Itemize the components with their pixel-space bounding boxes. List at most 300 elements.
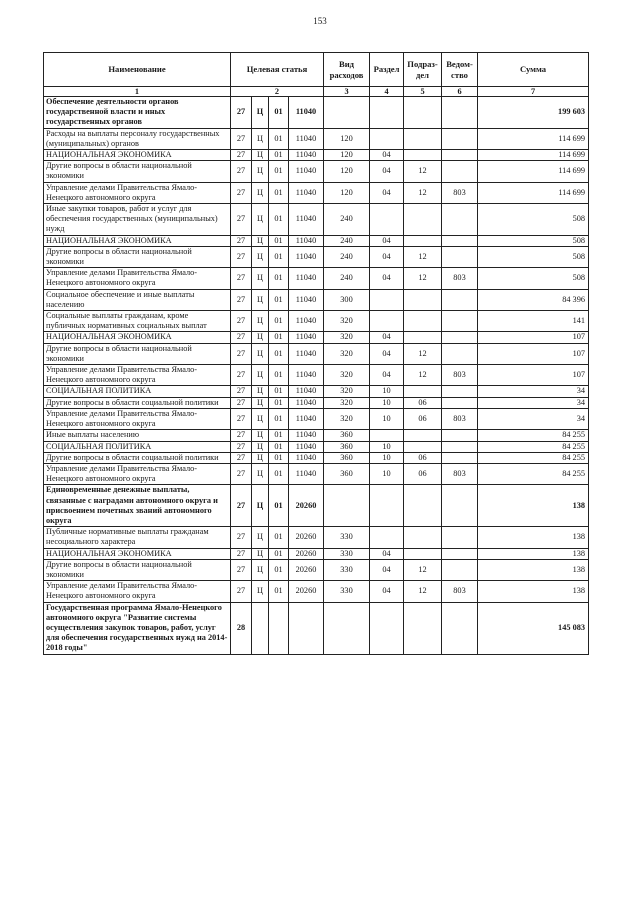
cell-amount: 114 699: [478, 150, 589, 161]
cell-code-3: 01: [269, 289, 289, 310]
cell-name: Управление делами Правительства Ямало-Ненецкого автономного округа: [44, 182, 231, 203]
cell-section: [370, 527, 404, 548]
column-number: 6: [442, 87, 478, 97]
column-number: 4: [370, 87, 404, 97]
cell-amount: 508: [478, 246, 589, 267]
cell-section: 04: [370, 581, 404, 602]
cell-expense-type: 360: [324, 441, 370, 452]
column-number: 1: [44, 87, 231, 97]
cell-section: 10: [370, 408, 404, 429]
cell-amount: 138: [478, 559, 589, 580]
cell-code-2: Ц: [252, 246, 269, 267]
cell-section: 04: [370, 343, 404, 364]
cell-name: Управление делами Правительства Ямало-Ненецкого автономного округа: [44, 581, 231, 602]
cell-amount: 84 255: [478, 452, 589, 463]
cell-code-3: 01: [269, 343, 289, 364]
cell-subsection: 06: [404, 397, 442, 408]
cell-code-4: 11040: [289, 289, 324, 310]
table-row: [44, 441, 589, 452]
cell-code-1: 27: [231, 150, 252, 161]
cell-subsection: 06: [404, 463, 442, 484]
cell-department: [442, 161, 478, 182]
table-row: [44, 150, 589, 161]
cell-expense-type: 330: [324, 581, 370, 602]
cell-department: [442, 430, 478, 441]
cell-amount: 141: [478, 311, 589, 332]
cell-department: [442, 527, 478, 548]
cell-section: [370, 289, 404, 310]
cell-code-1: 27: [231, 128, 252, 149]
cell-code-3: 01: [269, 268, 289, 289]
column-number: 3: [324, 87, 370, 97]
cell-name: НАЦИОНАЛЬНАЯ ЭКОНОМИКА: [44, 150, 231, 161]
cell-expense-type: [324, 97, 370, 129]
cell-department: [442, 235, 478, 246]
cell-expense-type: 240: [324, 204, 370, 236]
header-section: Раздел: [370, 53, 404, 87]
cell-department: [442, 441, 478, 452]
cell-code-2: Ц: [252, 408, 269, 429]
cell-amount: 84 396: [478, 289, 589, 310]
cell-amount: 34: [478, 408, 589, 429]
cell-expense-type: 320: [324, 386, 370, 397]
cell-section: 10: [370, 463, 404, 484]
cell-code-2: Ц: [252, 463, 269, 484]
cell-amount: 34: [478, 397, 589, 408]
cell-code-4: 11040: [289, 235, 324, 246]
cell-code-3: 01: [269, 235, 289, 246]
cell-department: [442, 602, 478, 654]
cell-department: [442, 289, 478, 310]
table-row: [44, 386, 589, 397]
cell-expense-type: [324, 485, 370, 527]
cell-amount: 508: [478, 204, 589, 236]
cell-code-1: 27: [231, 311, 252, 332]
cell-code-3: 01: [269, 548, 289, 559]
cell-section: 04: [370, 268, 404, 289]
cell-name: Расходы на выплаты персоналу государственных (муниципальных) органов: [44, 128, 231, 149]
cell-name: Другие вопросы в области национальной экономики: [44, 246, 231, 267]
cell-expense-type: 320: [324, 408, 370, 429]
cell-code-1: 27: [231, 430, 252, 441]
cell-amount: 138: [478, 548, 589, 559]
cell-code-2: Ц: [252, 343, 269, 364]
cell-expense-type: 360: [324, 463, 370, 484]
cell-code-4: 11040: [289, 128, 324, 149]
cell-section: 04: [370, 161, 404, 182]
cell-code-4: 20260: [289, 559, 324, 580]
cell-amount: 84 255: [478, 441, 589, 452]
cell-code-2: Ц: [252, 386, 269, 397]
cell-code-4: 11040: [289, 441, 324, 452]
cell-code-1: 27: [231, 268, 252, 289]
cell-amount: 199 603: [478, 97, 589, 129]
table-row: [44, 311, 589, 332]
cell-code-1: 27: [231, 246, 252, 267]
cell-name: Социальные выплаты гражданам, кроме публичных нормативных социальных выплат: [44, 311, 231, 332]
cell-subsection: [404, 289, 442, 310]
cell-subsection: 12: [404, 182, 442, 203]
cell-subsection: [404, 485, 442, 527]
table-row: [44, 289, 589, 310]
cell-name: СОЦИАЛЬНАЯ ПОЛИТИКА: [44, 441, 231, 452]
cell-name: Другие вопросы в области национальной экономики: [44, 161, 231, 182]
cell-code-2: Ц: [252, 204, 269, 236]
cell-department: [442, 332, 478, 343]
table-row: [44, 246, 589, 267]
cell-code-4: 11040: [289, 408, 324, 429]
cell-code-1: 27: [231, 204, 252, 236]
cell-code-2: Ц: [252, 485, 269, 527]
table-row: [44, 332, 589, 343]
cell-code-4: 20260: [289, 581, 324, 602]
cell-department: 803: [442, 268, 478, 289]
cell-code-4: 11040: [289, 463, 324, 484]
cell-code-1: 27: [231, 485, 252, 527]
cell-expense-type: 120: [324, 182, 370, 203]
table-row: [44, 97, 589, 129]
cell-section: 04: [370, 246, 404, 267]
cell-department: 803: [442, 408, 478, 429]
cell-subsection: 12: [404, 365, 442, 386]
cell-subsection: [404, 441, 442, 452]
cell-code-4: 11040: [289, 365, 324, 386]
cell-section: 10: [370, 452, 404, 463]
cell-name: Управление делами Правительства Ямало-Ненецкого автономного округа: [44, 365, 231, 386]
cell-amount: 107: [478, 343, 589, 364]
cell-department: 803: [442, 182, 478, 203]
cell-section: 10: [370, 397, 404, 408]
cell-code-3: 01: [269, 386, 289, 397]
cell-expense-type: 240: [324, 246, 370, 267]
cell-name: Управление делами Правительства Ямало-Ненецкого автономного округа: [44, 408, 231, 429]
cell-amount: 508: [478, 235, 589, 246]
cell-name: Единовременные денежные выплаты, связанные с наградами автономного округа и присвоением почетных званий автономного округа: [44, 485, 231, 527]
cell-code-2: Ц: [252, 527, 269, 548]
cell-code-2: Ц: [252, 128, 269, 149]
cell-name: Другие вопросы в области социальной политики: [44, 452, 231, 463]
cell-code-2: Ц: [252, 365, 269, 386]
cell-code-1: 27: [231, 527, 252, 548]
table-row: [44, 602, 589, 654]
table-row: [44, 581, 589, 602]
cell-code-2: Ц: [252, 559, 269, 580]
cell-code-1: 27: [231, 161, 252, 182]
table-row: [44, 235, 589, 246]
cell-code-2: Ц: [252, 548, 269, 559]
cell-code-1: 27: [231, 397, 252, 408]
cell-code-3: 01: [269, 397, 289, 408]
table-row: [44, 430, 589, 441]
cell-code-2: Ц: [252, 268, 269, 289]
cell-name: Публичные нормативные выплаты гражданам несоциального характера: [44, 527, 231, 548]
cell-code-2: Ц: [252, 235, 269, 246]
cell-code-2: Ц: [252, 289, 269, 310]
cell-code-4: 11040: [289, 452, 324, 463]
cell-code-1: 27: [231, 441, 252, 452]
cell-subsection: [404, 430, 442, 441]
cell-code-2: Ц: [252, 97, 269, 129]
cell-code-4: 11040: [289, 246, 324, 267]
cell-code-3: 01: [269, 559, 289, 580]
cell-amount: 84 255: [478, 430, 589, 441]
cell-amount: 145 083: [478, 602, 589, 654]
cell-subsection: [404, 204, 442, 236]
cell-code-1: 27: [231, 235, 252, 246]
table-row: [44, 397, 589, 408]
cell-code-3: 01: [269, 161, 289, 182]
cell-subsection: [404, 332, 442, 343]
cell-code-2: [252, 602, 269, 654]
cell-subsection: 12: [404, 268, 442, 289]
cell-code-1: 27: [231, 452, 252, 463]
cell-name: Иные выплаты населению: [44, 430, 231, 441]
cell-amount: 114 699: [478, 128, 589, 149]
table-row: [44, 485, 589, 527]
cell-department: 803: [442, 463, 478, 484]
cell-code-3: 01: [269, 452, 289, 463]
cell-department: [442, 343, 478, 364]
cell-amount: 508: [478, 268, 589, 289]
cell-section: 04: [370, 235, 404, 246]
cell-section: 04: [370, 182, 404, 203]
cell-department: 803: [442, 365, 478, 386]
cell-department: [442, 485, 478, 527]
cell-code-1: 27: [231, 581, 252, 602]
cell-code-2: Ц: [252, 430, 269, 441]
cell-subsection: [404, 97, 442, 129]
header-target-article: Целевая статья: [231, 53, 324, 87]
cell-department: [442, 397, 478, 408]
cell-expense-type: 300: [324, 289, 370, 310]
cell-section: [370, 602, 404, 654]
cell-expense-type: 120: [324, 128, 370, 149]
cell-department: [442, 97, 478, 129]
cell-subsection: [404, 602, 442, 654]
column-number-row: [44, 87, 589, 97]
cell-code-1: 27: [231, 559, 252, 580]
header-expense-type: Вид расходов: [324, 53, 370, 87]
cell-code-3: [269, 602, 289, 654]
cell-code-1: 27: [231, 365, 252, 386]
cell-name: Управление делами Правительства Ямало-Ненецкого автономного округа: [44, 268, 231, 289]
cell-section: 04: [370, 150, 404, 161]
cell-code-2: Ц: [252, 332, 269, 343]
cell-amount: 107: [478, 332, 589, 343]
cell-subsection: [404, 548, 442, 559]
cell-subsection: 06: [404, 408, 442, 429]
cell-subsection: [404, 311, 442, 332]
cell-code-4: 11040: [289, 150, 324, 161]
table-row: [44, 268, 589, 289]
cell-code-1: 27: [231, 386, 252, 397]
budget-table: [43, 52, 589, 655]
cell-section: [370, 311, 404, 332]
cell-name: Другие вопросы в области национальной экономики: [44, 343, 231, 364]
cell-code-1: 27: [231, 343, 252, 364]
table-row: [44, 452, 589, 463]
cell-code-2: Ц: [252, 452, 269, 463]
cell-subsection: [404, 527, 442, 548]
cell-amount: 114 699: [478, 161, 589, 182]
cell-section: 04: [370, 559, 404, 580]
cell-department: [442, 311, 478, 332]
cell-expense-type: 360: [324, 430, 370, 441]
table-row: [44, 182, 589, 203]
cell-code-2: Ц: [252, 150, 269, 161]
cell-section: 04: [370, 365, 404, 386]
cell-code-2: Ц: [252, 397, 269, 408]
cell-code-4: 11040: [289, 182, 324, 203]
table-row: [44, 204, 589, 236]
cell-code-3: 01: [269, 430, 289, 441]
cell-code-4: 11040: [289, 204, 324, 236]
cell-name: Государственная программа Ямало-Ненецкого автономного округа "Развитие системы осуществления закупок товаров, работ, услуг для обеспечения государственных нужд на 2014-2018 годы": [44, 602, 231, 654]
cell-name: Иные закупки товаров, работ и услуг для обеспечения государственных (муниципальных) нужд: [44, 204, 231, 236]
cell-code-3: 01: [269, 485, 289, 527]
cell-expense-type: 360: [324, 452, 370, 463]
cell-code-4: 11040: [289, 268, 324, 289]
cell-code-4: 20260: [289, 527, 324, 548]
cell-expense-type: 320: [324, 365, 370, 386]
cell-code-3: 01: [269, 581, 289, 602]
cell-code-2: Ц: [252, 581, 269, 602]
cell-section: [370, 128, 404, 149]
header-name: Наименование: [44, 53, 231, 87]
cell-department: [442, 150, 478, 161]
cell-code-4: 20260: [289, 548, 324, 559]
cell-code-2: Ц: [252, 161, 269, 182]
cell-code-1: 27: [231, 97, 252, 129]
cell-code-4: 11040: [289, 386, 324, 397]
cell-subsection: 12: [404, 343, 442, 364]
cell-code-4: 20260: [289, 485, 324, 527]
cell-expense-type: 320: [324, 343, 370, 364]
cell-name: НАЦИОНАЛЬНАЯ ЭКОНОМИКА: [44, 332, 231, 343]
cell-code-2: Ц: [252, 311, 269, 332]
cell-expense-type: 120: [324, 161, 370, 182]
cell-section: [370, 97, 404, 129]
cell-code-4: 11040: [289, 311, 324, 332]
cell-code-1: 27: [231, 332, 252, 343]
cell-department: [442, 246, 478, 267]
cell-code-3: 01: [269, 204, 289, 236]
cell-code-2: Ц: [252, 182, 269, 203]
cell-code-3: 01: [269, 150, 289, 161]
cell-section: 10: [370, 441, 404, 452]
cell-code-1: 27: [231, 289, 252, 310]
cell-code-3: 01: [269, 527, 289, 548]
cell-code-4: 11040: [289, 430, 324, 441]
cell-name: Другие вопросы в области социальной политики: [44, 397, 231, 408]
cell-code-3: 01: [269, 311, 289, 332]
cell-code-3: 01: [269, 463, 289, 484]
cell-department: 803: [442, 581, 478, 602]
table-row: [44, 559, 589, 580]
cell-expense-type: 330: [324, 548, 370, 559]
cell-subsection: 12: [404, 161, 442, 182]
cell-code-2: Ц: [252, 441, 269, 452]
cell-code-4: 11040: [289, 397, 324, 408]
cell-expense-type: 330: [324, 527, 370, 548]
column-number: 7: [478, 87, 589, 97]
cell-expense-type: 120: [324, 150, 370, 161]
header-amount: Сумма: [478, 53, 589, 87]
table-row: [44, 161, 589, 182]
cell-code-4: [289, 602, 324, 654]
cell-code-1: 28: [231, 602, 252, 654]
cell-code-4: 11040: [289, 343, 324, 364]
cell-department: [442, 204, 478, 236]
header-row: [44, 53, 589, 87]
cell-subsection: [404, 128, 442, 149]
cell-amount: 114 699: [478, 182, 589, 203]
cell-expense-type: 320: [324, 332, 370, 343]
cell-name: Обеспечение деятельности органов государственной власти и иных государственных органов: [44, 97, 231, 129]
cell-code-1: 27: [231, 182, 252, 203]
cell-amount: 84 255: [478, 463, 589, 484]
cell-code-3: 01: [269, 441, 289, 452]
page-number: 153: [313, 16, 327, 26]
cell-expense-type: 240: [324, 235, 370, 246]
header-department: Ведом-ство: [442, 53, 478, 87]
cell-code-3: 01: [269, 408, 289, 429]
cell-department: [442, 548, 478, 559]
cell-section: 04: [370, 548, 404, 559]
cell-section: 10: [370, 386, 404, 397]
cell-subsection: 12: [404, 246, 442, 267]
cell-expense-type: 240: [324, 268, 370, 289]
column-number: 5: [404, 87, 442, 97]
cell-subsection: 12: [404, 581, 442, 602]
cell-amount: 107: [478, 365, 589, 386]
table-row: [44, 128, 589, 149]
cell-expense-type: 320: [324, 311, 370, 332]
cell-name: Другие вопросы в области национальной экономики: [44, 559, 231, 580]
cell-code-3: 01: [269, 182, 289, 203]
cell-code-4: 11040: [289, 332, 324, 343]
cell-amount: 34: [478, 386, 589, 397]
table-row: [44, 343, 589, 364]
table-row: [44, 408, 589, 429]
cell-code-3: 01: [269, 246, 289, 267]
cell-code-1: 27: [231, 463, 252, 484]
cell-code-4: 11040: [289, 97, 324, 129]
table-row: [44, 527, 589, 548]
cell-code-4: 11040: [289, 161, 324, 182]
cell-department: [442, 452, 478, 463]
cell-subsection: 06: [404, 452, 442, 463]
cell-code-3: 01: [269, 332, 289, 343]
cell-expense-type: 330: [324, 559, 370, 580]
table-row: [44, 365, 589, 386]
cell-subsection: [404, 235, 442, 246]
cell-name: СОЦИАЛЬНАЯ ПОЛИТИКА: [44, 386, 231, 397]
table-row: [44, 548, 589, 559]
cell-section: [370, 204, 404, 236]
cell-section: [370, 430, 404, 441]
header-subsection: Подраз-дел: [404, 53, 442, 87]
cell-subsection: 12: [404, 559, 442, 580]
cell-name: НАЦИОНАЛЬНАЯ ЭКОНОМИКА: [44, 235, 231, 246]
cell-subsection: [404, 150, 442, 161]
cell-amount: 138: [478, 527, 589, 548]
cell-department: [442, 559, 478, 580]
cell-subsection: [404, 386, 442, 397]
cell-department: [442, 386, 478, 397]
column-number: 2: [231, 87, 324, 97]
cell-code-3: 01: [269, 128, 289, 149]
